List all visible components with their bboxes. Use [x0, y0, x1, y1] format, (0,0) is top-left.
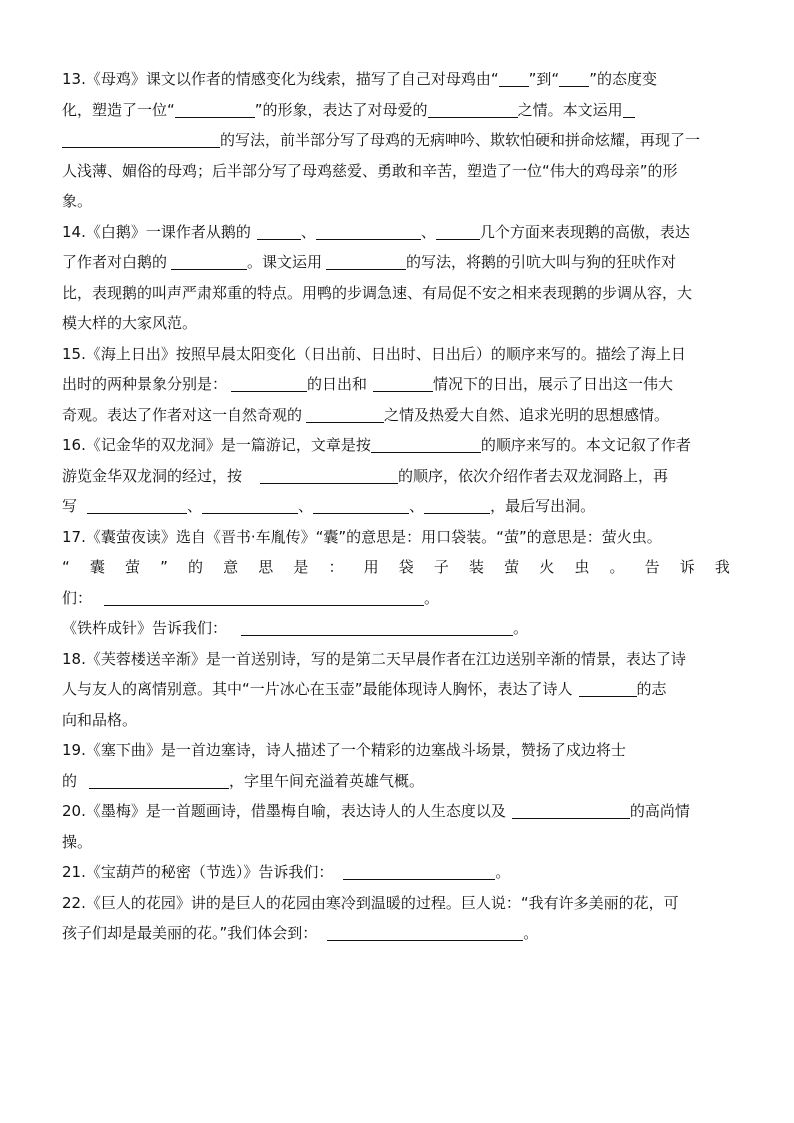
q14-blank-1[interactable] [257, 221, 301, 240]
q17-char: 用 [363, 558, 379, 576]
q18-text: 的志 [636, 680, 667, 698]
q15-text: 之情及热爱大自然、追求光明的思想感情。 [384, 405, 670, 424]
q20-blank-1[interactable] [512, 800, 630, 819]
q14-text: 几个方面来表现鹅的高傲，表达 [479, 222, 690, 241]
q14-text: 、 [420, 222, 436, 241]
q17-char: 装 [469, 558, 485, 576]
q13-line-1 [62, 64, 730, 95]
q16-line-2 [62, 461, 730, 492]
q13-blank-5a[interactable] [623, 99, 635, 118]
q17-char: 的 [188, 558, 204, 576]
q14-text: 的写法，将鹅的引吭大叫与狗的狂吠作对 [406, 253, 677, 271]
q13-line-3 [62, 125, 730, 156]
q17-blank-2[interactable] [241, 617, 513, 636]
q17-char: 思 [258, 558, 274, 576]
q17-char: 。 [609, 558, 625, 576]
q14-line-4: 模大样的大家风范。 [62, 314, 198, 332]
q16-text: 、 [187, 497, 203, 515]
q16-text: 、 [298, 497, 314, 515]
q17-char: ” [160, 558, 168, 576]
q18-blank-1[interactable] [579, 678, 637, 697]
q19-text: ，字里午间充溢着英雄气概。 [229, 771, 425, 790]
q16-line-3 [62, 491, 730, 522]
q15-line-1: 15.《海上日出》按照早晨太阳变化（日出前、日出时、日出后）的顺序来写的。描绘了海上日 [62, 344, 686, 363]
q15-blank-2[interactable] [373, 373, 433, 392]
q14-blank-4[interactable] [171, 251, 247, 270]
q17-line-2 [62, 552, 730, 583]
q13-line-4: 人浅薄、媚俗的母鸡；后半部分写了母鸡慈爱、勇敢和辛苦，塑造了一位“伟大的鸡母亲”的形 [62, 161, 678, 180]
q22-blank-1[interactable] [327, 922, 523, 941]
q17-char: 囊 [89, 558, 105, 576]
q14-text: 、 [300, 222, 316, 241]
q16-text: 游览金华双龙洞的经过，按 [62, 466, 243, 485]
q16-text: 的顺序，依次介绍作者去双龙洞路上，再 [398, 466, 669, 485]
q18-line-2 [62, 674, 730, 705]
q14-line-2 [62, 247, 730, 278]
q13-text: 之情。本文运用 [517, 100, 623, 119]
q17-char: 告 [644, 558, 660, 576]
q15-line-3 [62, 400, 730, 431]
q14-blank-2[interactable] [316, 221, 421, 240]
q21-blank-1[interactable] [343, 861, 495, 880]
q16-text: 、 [409, 497, 425, 515]
q22-line-1: 22.《巨人的花园》讲的是巨人的花园由寒冷到温暖的过程。巨人说：“我有许多美丽的花，可 [62, 893, 679, 912]
q16-blank-6[interactable] [424, 495, 490, 514]
q16-blank-4[interactable] [202, 495, 298, 514]
q19-blank-1[interactable] [89, 770, 229, 789]
q16-blank-2[interactable] [260, 465, 398, 484]
q17-char: “ [62, 558, 70, 576]
q15-blank-3[interactable] [306, 404, 384, 423]
q17-line-3 [62, 583, 730, 614]
q13-text: 13.《母鸡》课文以作者的情感变化为线索，描写了自己对母鸡由“ [62, 70, 499, 88]
q17-char: 是 [293, 558, 309, 576]
q15-text: 出时的两种景象分别是： [62, 375, 228, 393]
q22-line-2 [62, 918, 730, 949]
q15-text: 情况下的日出，展示了日出这一伟大 [433, 375, 674, 393]
q17-text: 们： [62, 588, 93, 607]
q13-text: 的写法，前半部分写了母鸡的无病呻吟、欺软怕硬和拼命炫耀，再现了一 [220, 131, 701, 149]
q17-text: 。 [513, 619, 529, 637]
q13-blank-3[interactable] [175, 99, 255, 118]
q14-blank-5[interactable] [326, 251, 406, 270]
q19-line-2 [62, 766, 730, 797]
q13-text: ”的态度变 [589, 70, 657, 88]
q21-text: 21.《宝葫芦的秘密（节选）》告诉我们： [62, 863, 334, 881]
q17-char: 袋 [398, 558, 414, 576]
q16-line-1 [62, 430, 730, 461]
q14-blank-3[interactable] [436, 221, 480, 240]
q14-line-1 [62, 217, 730, 248]
q17-char: 火 [539, 558, 555, 576]
q18-text: 人与友人的离情别意。其中“一片冰心在玉壶”最能体现诗人胸怀，表达了诗人 [62, 680, 573, 698]
q18-line-1: 18.《芙蓉楼送辛渐》是一首送别诗，写的是第二天早晨作者在江边送别辛渐的情景，表达了诗 [62, 649, 686, 668]
q16-text: 的顺序来写的。本文记叙了作者 [480, 436, 691, 454]
q16-text: 写 [62, 497, 78, 515]
q13-blank-1[interactable] [499, 68, 529, 87]
q13-line-5: 象。 [62, 192, 93, 210]
q16-blank-3[interactable] [87, 495, 187, 514]
q17-char: 萤 [125, 558, 141, 576]
q14-line-3: 比，表现鹅的叫声严肃郑重的特点。用鸭的步调急速、有局促不安之相来表现鹅的步调从容，大 [62, 283, 693, 302]
q13-text: ”到“ [528, 70, 560, 88]
q16-blank-1[interactable] [371, 434, 481, 453]
q17-line-1: 17.《囊萤夜读》选自《晋书·车胤传》“囊”的意思是：用口袋装。“萤”的意思是：萤火虫。 [62, 527, 662, 546]
q22-text: 。 [523, 924, 539, 942]
q20-text: 20.《墨梅》是一首题画诗，借墨梅自喻，表达诗人的人生态度以及 [62, 802, 506, 820]
q20-text: 的高尚情 [629, 802, 690, 820]
q21-text: 。 [495, 863, 511, 881]
q19-line-1: 19.《塞下曲》是一首边塞诗，诗人描述了一个精彩的边塞战斗场景，赞扬了戍边将士 [62, 741, 626, 759]
q17-char: ： [328, 558, 344, 576]
q15-text: 奇观。表达了作者对这一自然奇观的 [62, 405, 303, 424]
q16-text: ，最后写出洞。 [490, 497, 596, 515]
q14-text: 14.《白鹅》一课作者从鹅的 [62, 222, 251, 241]
q15-blank-1[interactable] [231, 373, 307, 392]
q17-char: 子 [433, 558, 449, 576]
q17-text: 《铁杵成针》告诉我们： [62, 619, 228, 637]
q13-text: 化，塑造了一位“ [62, 100, 175, 119]
q16-blank-5[interactable] [313, 495, 409, 514]
q17-char: 萤 [504, 558, 520, 576]
q13-blank-2[interactable] [559, 68, 589, 87]
q20-line-1 [62, 796, 730, 827]
q16-text: 16.《记金华的双龙洞》是一篇游记，文章是按 [62, 436, 371, 454]
q17-char: 我 [714, 558, 730, 576]
q17-char: 意 [223, 558, 239, 576]
q17-text: 。 [424, 588, 440, 607]
q13-text: ”的形象，表达了对母爱的 [254, 100, 428, 119]
q14-text: 了作者对白鹅的 [62, 253, 168, 271]
q21-line-1 [62, 857, 730, 888]
q17-char: 诉 [679, 558, 695, 576]
q22-text: 孩子们却是最美丽的花。”我们体会到： [62, 924, 318, 942]
q14-text: 。课文运用 [247, 253, 323, 271]
q15-line-2 [62, 369, 730, 400]
q18-line-3: 向和品格。 [62, 710, 138, 729]
q13-line-2 [62, 95, 730, 126]
q13-blank-4[interactable] [428, 99, 518, 118]
q17-char: 虫 [574, 558, 590, 576]
question-list [62, 64, 730, 949]
q15-text: 的日出和 [307, 375, 368, 393]
q13-blank-5[interactable] [62, 129, 220, 148]
q17-blank-1[interactable] [104, 587, 424, 606]
q17-line-4 [62, 613, 730, 644]
q20-line-2: 操。 [62, 832, 93, 851]
q19-text: 的 [62, 771, 78, 790]
